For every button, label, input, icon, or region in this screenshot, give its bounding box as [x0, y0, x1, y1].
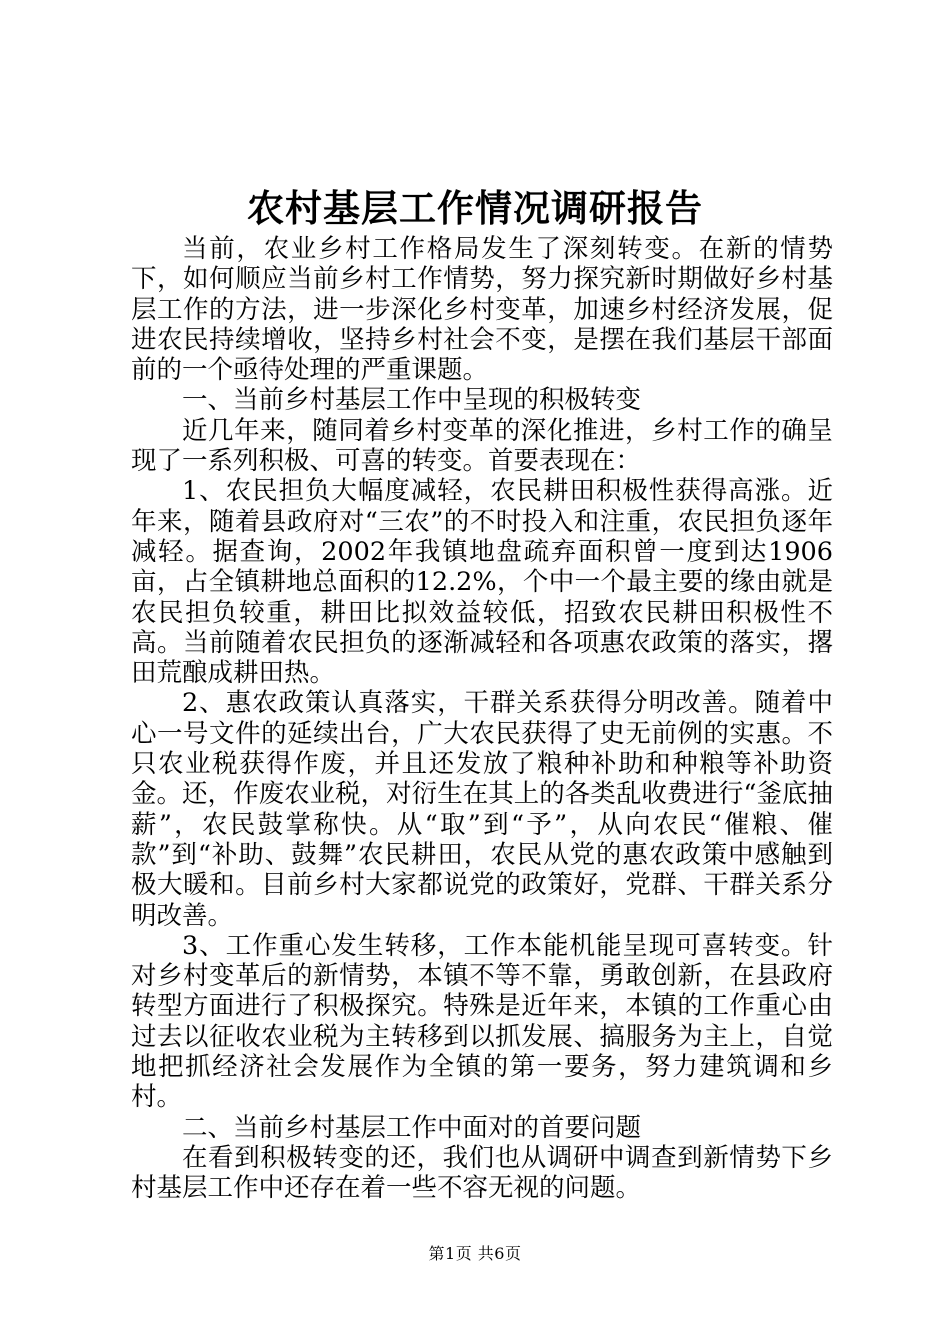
section-heading-2: 二、当前乡村基层工作中面对的首要问题	[182, 1112, 642, 1143]
section-heading-1: 一、当前乡村基层工作中呈现的积极转变	[182, 385, 642, 416]
document-title: 农村基层工作情况调研报告	[247, 186, 703, 230]
section-2-intro-paragraph: 在看到积极转变的还，我们也从调研中调查到新情势下乡村基层工作中还存在着一些不容无视的问题。	[131, 1142, 833, 1204]
page-footer: 第1页 共6页	[428, 1244, 522, 1263]
intro-paragraph: 当前，农业乡村工作格局发生了深刻转变。在新的情势下，如何顺应当前乡村工作情势，努力探究新时期做好乡村基层工作的方法，进一步深化乡村变革，加速乡村经济发展，促进农民持续增收，坚持乡村社会不变，是摆在我们基层干部面前的一个亟待处理的严重课题。	[131, 234, 833, 386]
section-1-intro-paragraph: 近几年来，随同着乡村变革的深化推进，乡村工作的确呈现了一系列积极、可喜的转变。首要表现在：	[131, 415, 833, 477]
point-3-paragraph: 3、工作重心发生转移，工作本能机能呈现可喜转变。针对乡村变革后的新情势，本镇不等不靠，勇敢创新，在县政府转型方面进行了积极探究。特殊是近年来，本镇的工作重心由过去以征收农业税为主转移到以抓发展、搞服务为主上，自觉地把抓经济社会发展作为全镇的第一要务，努力建筑调和乡村。	[131, 930, 833, 1113]
document-body	[131, 234, 833, 1204]
point-1-paragraph: 1、农民担负大幅度减轻，农民耕田积极性获得高涨。近年来，随着县政府对“三农”的不时投入和注重，农民担负逐年减轻。据查询，2002年我镇地盘疏弃面积曾一度到达1906亩，占全镇耕地总面积的12.2%，个中一个最主要的缘由就是农民担负较重，耕田比拟效益较低，招致农民耕田积极性不高。当前随着农民担负的逐渐减轻和各项惠农政策的落实，撂田荒酿成耕田热。	[131, 476, 833, 689]
point-2-paragraph: 2、惠农政策认真落实，干群关系获得分明改善。随着中心一号文件的延续出台，广大农民获得了史无前例的实惠。不只农业税获得作废，并且还发放了粮种补助和种粮等补助资金。还，作废农业税，对衍生在其上的各类乱收费进行“釜底抽薪”，农民鼓掌称快。从“取”到“予”，从向农民“催粮、催款”到“补助、鼓舞”农民耕田，农民从党的惠农政策中感触到极大暖和。目前乡村大家都说党的政策好，党群、干群关系分明改善。	[131, 688, 833, 931]
